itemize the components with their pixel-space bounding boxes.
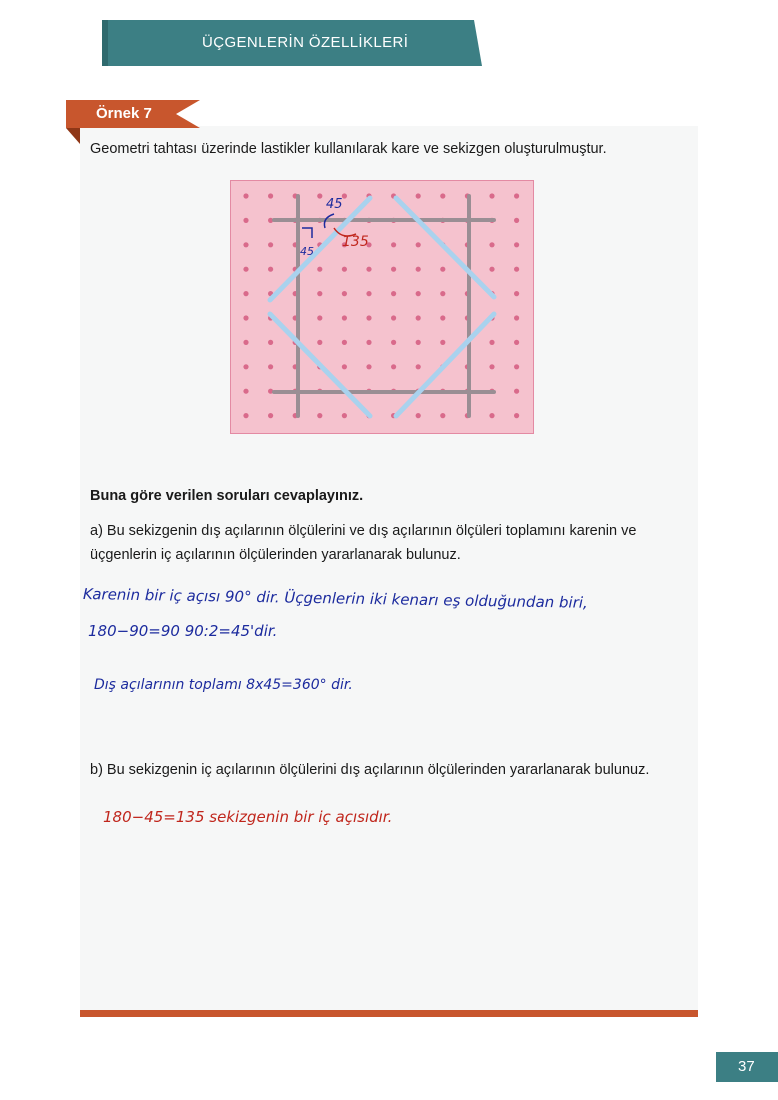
peg bbox=[366, 315, 371, 320]
peg bbox=[366, 291, 371, 296]
peg bbox=[514, 193, 519, 198]
peg bbox=[391, 267, 396, 272]
peg bbox=[243, 193, 248, 198]
peg bbox=[440, 315, 445, 320]
peg bbox=[268, 193, 273, 198]
peg bbox=[243, 291, 248, 296]
angle-label-left: 45 bbox=[300, 245, 314, 258]
peg bbox=[366, 340, 371, 345]
peg bbox=[440, 193, 445, 198]
peg bbox=[243, 413, 248, 418]
handwritten-answer-a-line1: Karenin bir iç açısı 90° dir. Üçgenlerin iki kenarı eş olduğundan biri, bbox=[82, 585, 588, 612]
angle-label-top: 45 bbox=[326, 197, 343, 212]
prompt-text: Buna göre verilen soruları cevaplayınız. bbox=[90, 488, 364, 504]
peg bbox=[416, 315, 421, 320]
intro-text: Geometri tahtası üzerinde lastikler kullanılarak kare ve sekizgen oluşturulmuştur. bbox=[90, 141, 607, 157]
peg bbox=[416, 413, 421, 418]
peg bbox=[514, 413, 519, 418]
peg bbox=[342, 364, 347, 369]
chapter-header bbox=[102, 20, 482, 66]
angle-label-obtuse: 135 bbox=[342, 234, 369, 250]
peg bbox=[416, 242, 421, 247]
peg bbox=[366, 267, 371, 272]
peg bbox=[440, 340, 445, 345]
chapter-title: ÜÇGENLERİN ÖZELLİKLERİ bbox=[202, 34, 409, 51]
peg bbox=[317, 267, 322, 272]
peg bbox=[268, 267, 273, 272]
peg bbox=[243, 364, 248, 369]
peg bbox=[243, 267, 248, 272]
peg bbox=[391, 291, 396, 296]
peg bbox=[391, 364, 396, 369]
peg bbox=[342, 267, 347, 272]
peg bbox=[317, 315, 322, 320]
peg bbox=[514, 364, 519, 369]
peg bbox=[342, 340, 347, 345]
peg bbox=[514, 291, 519, 296]
peg bbox=[440, 267, 445, 272]
peg bbox=[489, 413, 494, 418]
example-label: Örnek 7 bbox=[96, 105, 152, 122]
peg bbox=[243, 242, 248, 247]
bottom-rule bbox=[80, 1010, 698, 1017]
handwritten-answer-b: 180−45=135 sekizgenin bir iç açısıdır. bbox=[103, 808, 393, 826]
peg bbox=[489, 242, 494, 247]
peg bbox=[317, 340, 322, 345]
handwritten-answer-a-line2: 180−90=90 90:2=45'dir. bbox=[88, 622, 278, 640]
peg bbox=[366, 364, 371, 369]
peg bbox=[514, 340, 519, 345]
peg bbox=[514, 267, 519, 272]
question-b: b) Bu sekizgenin iç açılarının ölçülerini dış açılarının ölçülerinden yararlanarak bulunuz. bbox=[90, 762, 650, 778]
peg bbox=[416, 364, 421, 369]
peg bbox=[440, 413, 445, 418]
peg bbox=[489, 340, 494, 345]
peg bbox=[489, 267, 494, 272]
peg bbox=[317, 413, 322, 418]
geoboard-figure bbox=[230, 180, 534, 434]
peg bbox=[514, 315, 519, 320]
peg bbox=[243, 218, 248, 223]
peg bbox=[317, 291, 322, 296]
peg bbox=[391, 315, 396, 320]
peg bbox=[416, 193, 421, 198]
geoboard-svg bbox=[230, 180, 534, 434]
peg bbox=[268, 413, 273, 418]
peg bbox=[416, 291, 421, 296]
peg bbox=[268, 364, 273, 369]
peg bbox=[243, 340, 248, 345]
peg bbox=[391, 340, 396, 345]
peg bbox=[243, 389, 248, 394]
peg bbox=[489, 364, 494, 369]
peg bbox=[416, 340, 421, 345]
peg bbox=[342, 413, 347, 418]
peg bbox=[514, 242, 519, 247]
peg bbox=[342, 193, 347, 198]
peg bbox=[243, 315, 248, 320]
handwritten-answer-a-line3: Dış açılarının toplamı 8x45=360° dir. bbox=[94, 677, 353, 693]
peg bbox=[342, 315, 347, 320]
peg bbox=[391, 242, 396, 247]
peg bbox=[342, 291, 347, 296]
peg bbox=[514, 218, 519, 223]
page-number: 37 bbox=[738, 1058, 755, 1075]
question-a: a) Bu sekizgenin dış açılarının ölçülerini ve dış açılarının ölçüleri toplamını karenin ve üçgenlerin iç açılarının ölçülerinden yararlanarak bulunuz. bbox=[90, 523, 637, 563]
peg bbox=[416, 267, 421, 272]
peg bbox=[317, 193, 322, 198]
peg bbox=[268, 242, 273, 247]
peg bbox=[489, 193, 494, 198]
peg bbox=[440, 291, 445, 296]
peg bbox=[268, 340, 273, 345]
example-tag bbox=[66, 100, 200, 144]
peg bbox=[514, 389, 519, 394]
